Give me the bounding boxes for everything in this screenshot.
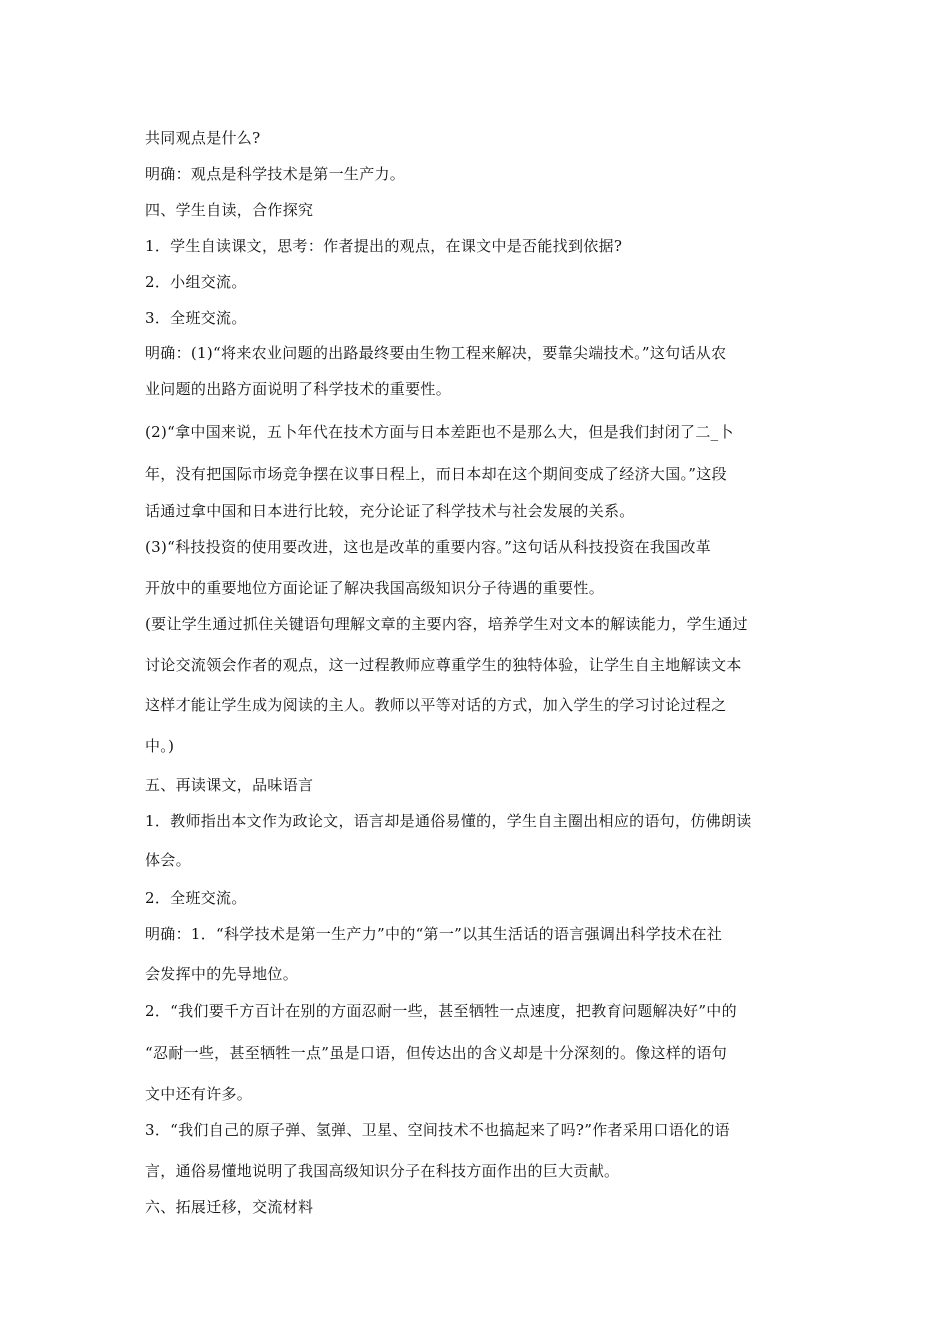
text-line: 言，通俗易懂地说明了我国高级知识分子在科技方面作出的巨大贡献。: [145, 1162, 620, 1180]
section-heading: 五、再读课文，品味语言: [145, 776, 314, 794]
text-line: 这样才能让学生成为阅读的主人。教师以平等对话的方式，加入学生的学习讨论过程之: [145, 696, 727, 714]
section-heading: 六、拓展迁移，交流材料: [145, 1198, 314, 1216]
text-line: “忍耐一些，甚至牺牲一点”虽是口语，但传达出的含义却是十分深刻的。像这样的语句: [145, 1044, 728, 1062]
text-line: 2．全班交流。: [145, 889, 247, 907]
text-line: 1．教师指出本文作为政论文，语言却是通俗易懂的，学生自主圈出相应的语句，仿佛朗读: [145, 812, 752, 830]
text-line: 年，没有把国际市场竞争摆在议事日程上，而日本却在这个期间变成了经济大国。”这段: [145, 465, 727, 483]
text-line: 明确：观点是科学技术是第一生产力。: [145, 165, 406, 183]
text-line: 会发挥中的先导地位。: [145, 965, 299, 983]
text-line: 3．“我们自己的原子弹、氢弹、卫星、空间技术不也搞起来了吗?”作者采用口语化的语: [145, 1121, 730, 1139]
text-line: (3)“科技投资的使用要改进，这也是改革的重要内容。”这句话从科技投资在我国改革: [145, 538, 712, 556]
text-line: 话通过拿中国和日本进行比较，充分论证了科学技术与社会发展的关系。: [145, 502, 635, 520]
text-line: 2．小组交流。: [145, 273, 247, 291]
text-line: 开放中的重要地位方面论证了解决我国高级知识分子待遇的重要性。: [145, 579, 605, 597]
text-line: 中。): [145, 737, 175, 755]
text-line: 3．全班交流。: [145, 309, 247, 327]
text-line: (2)“拿中国来说，五卜年代在技术方面与日本差距也不是那么大，但是我们封闭了二_卜: [145, 423, 734, 441]
text-line: 讨论交流领会作者的观点，这一过程教师应尊重学生的独特体验，让学生自主地解读文本: [145, 656, 742, 674]
text-line: 1．学生自读课文，思考：作者提出的观点，在课文中是否能找到依据?: [145, 237, 623, 255]
text-line: 明确：1．“科学技术是第一生产力”中的“第一”以其生活话的语言强调出科学技术在社: [145, 925, 723, 943]
text-line: 2．“我们要千方百计在别的方面忍耐一些，甚至牺牲一点速度，把教育问题解决好”中的: [145, 1002, 737, 1020]
text-line: 共同观点是什么?: [145, 129, 261, 147]
text-line: 文中还有许多。: [145, 1085, 253, 1103]
text-line: 业问题的出路方面说明了科学技术的重要性。: [145, 380, 452, 398]
text-line: 明确：(1)“将来农业问题的出路最终要由生物工程来解决，要靠尖端技术。”这句话从农: [145, 344, 727, 362]
text-line: (要让学生通过抓住关键语句理解文章的主要内容，培养学生对文本的解读能力，学生通过: [145, 615, 748, 633]
section-heading: 四、学生自读，合作探究: [145, 201, 314, 219]
text-line: 体会。: [145, 851, 191, 869]
